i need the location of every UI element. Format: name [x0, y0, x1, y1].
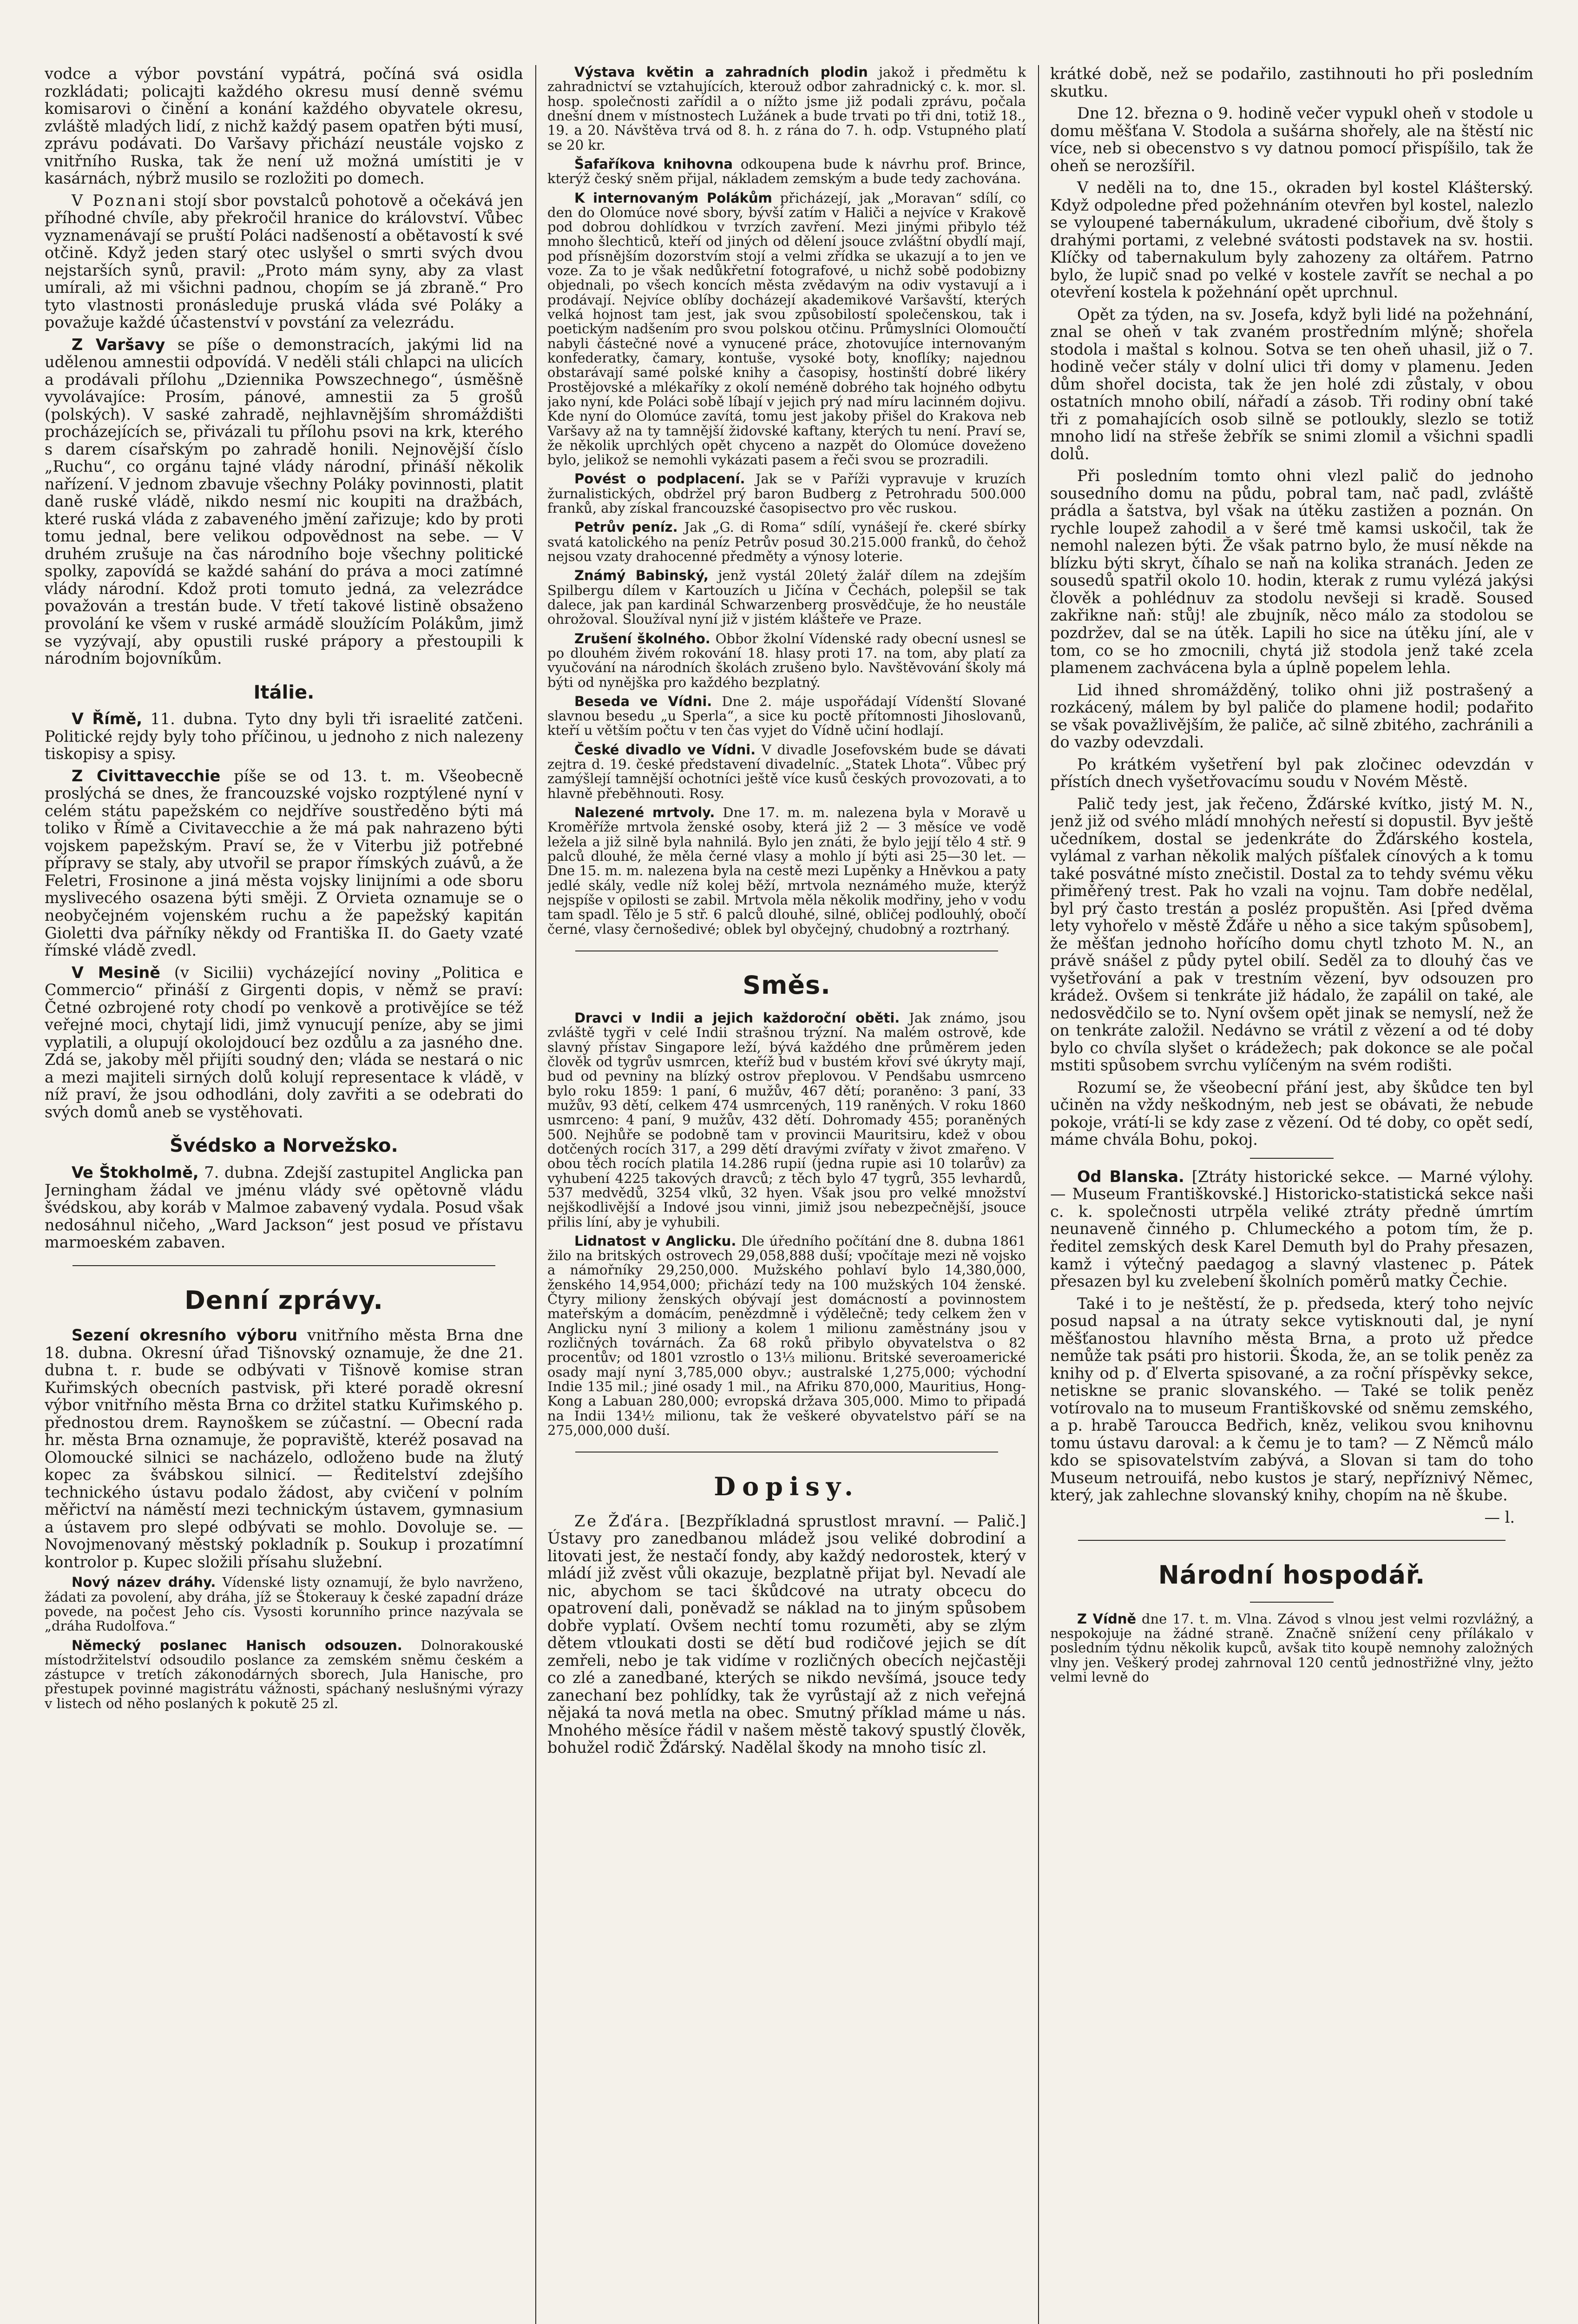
article-paragraph: Sezení okresního výboru vnitřního města Brna dne 18. dubna. Okresní úřad Tišnovský oznamuje, že dne 21. dubna t. r. bude se odbývati v Tišnově komise stran Kuřimských obecních pastvisk, při které poradě okresní výbor vnitřního města Brna co držitel statku Kuřimského p. přednostou drem. Raynoškem se zúčastní. — Obecní rada hr. města Brna oznamuje, že popraviště, kteréž posavad na Olomoucké silnici se nacházelo, odloženo bude na žlutý kopec za švábskou silnicí. — Ředitelství zdejšího technického ústavu podalo žádost, aby cvičení v polním měřictví na náměstí mezi technickým ústavem, gymnasium a ústavem pro slepé odbývati se mohlo. Dovoluje se. — Novojmenovaný městský pokladník p. Soukup i prozatímní kontrolor p. Kupec složili přísahu služební. — [45, 1326, 523, 1571]
article-paragraph: Zrušení školného. Obbor žkolní Vídenské rady obecní usnesl se po dlouhém živém rokování 18. hlasy proti 17. na tom, aby platí za vyučování na národních školách zrušeno bylo. Navštěvování školy má býti od nynějška pro každého bezplatný. — [547, 630, 1026, 690]
article-head: Od Blanska. — [1077, 1167, 1184, 1186]
article-paragraph: Opět za týden, na sv. Josefa, když byli lidé na požehnání, znal se oheň v tak zvaném prostředním mlýně; shořela stodola i maštal s kolnou. Sotva se ten oheň uhasil, již o 7. hodině večer stály v dolní ulici tři domy v plamenu. Jeden dům shořel docista, tak že jen holé zdi zůstaly, v obou ostatních mnoho obilí, nářadí a zásob. Tři rodiny obní také tři z pomahajících osob silně se potloukly, slezlo se totiž mnoho lidí na střeše žebřík se snimi zlomil a všichni spadli dolů. — [1050, 305, 1533, 463]
column-2 — [547, 65, 1026, 2324]
article-paragraph: Po krátkém vyšetření byl pak zločinec odevzdán v přístích dnech vyšetřovacímu soudu v Novém Městě. — [1050, 755, 1533, 791]
section-heading-narodni-hospodar: Národní hospodář. — [1158, 1560, 1426, 1590]
article-paragraph: Od Blanska. [Ztráty historické sekce. — Marné výlohy. — Museum Františkovské.] Historicko-statistická sekce naši c. k. společnosti utrpěla veliké ztráty předně úmrtím neunaveně činného p. Chlumeckého a potom tím, že p. ředitel zemských desk Karel Demuth byl do Prahy přesazen, kamž i výtečný paedagog a slavný vlastenec p. Pátek přesazen byl ku zvelebení školních poměrů matky Čechie. — [1050, 1167, 1533, 1291]
article-paragraph: Německý poslanec Hanisch odsouzen. Dolnorakouské místodržitelství odsoudilo poslance za zemském sněmu českém a zástupce v tretích zákonodárných sborech, Jula Hanische, pro přestupek povinné magistrátu vážnosti, spáchaný neslušnými výrazy v listech od něho poslaných k pokutě 25 zl. — [45, 1637, 523, 1711]
column-rule-1 — [535, 65, 536, 2324]
article-head: Zrušení školného. — [574, 630, 710, 647]
article-head: Dravci v Indii a jejich každoroční oběti. — [574, 1010, 900, 1026]
article-head: V Mesině — [72, 963, 160, 982]
article-paragraph: České divadlo ve Vídni. V divadle Josefovském bude se dávati zejtra d. 19. české představení divadelníc. „Statek Lhota“. Vůbec prý zamýšlejí tamnější ochotníci ještě více kusů českých provozovati, a to hlavně přeběhnouti. Rosy. — [547, 741, 1026, 801]
article-paragraph: Z Civittavecchie píše se od 13. t. m. Všeobecně proslýchá se dnes, že francouzské vojsko rozptýlené nyní v celém státu papežském co nejdříve soustředěno býti má toliko v Římě a Civitavecchie a že má pak nahrazeno býti vojskem papežským. Praví se, že v Viterbu již potřebné přípravy se staly, aby utvořil se prapor římských zuávů, a že Feletri, Frosinone a jiná města vojsky linijními a ode sboru myslivecého osazena býti směji. Z Orvieta oznamuje se o neobyčejném vojenském ruchu a že papežský kapitán Gioletti dva pářníky někdy od Františka II. do Gaety vzaté římské vládě zvedl. — [45, 766, 523, 960]
section-heading-denni-zpravy: Denní zprávy. — [184, 1285, 383, 1315]
article-paragraph: krátké době, než se podařilo, zastihnouti ho při posledním skutku. — [1050, 65, 1533, 100]
article-head: Z Civittavecchie — [72, 766, 221, 785]
article-paragraph: V Římě, 11. dubna. Tyto dny byli tři israelité zatčeni. Politické rejdy byly toho příčinou, u jednoho z nich nalezeny tiskopisy a spisy. — [45, 710, 523, 763]
newspaper-page — [45, 28, 1533, 2324]
article-paragraph: Známý Babinský, jenž vystál 20letý žalář dílem na zdejším Spilbergu dílem v Kartouzích u Jičína v Čechách, polepšil se tak dalece, jak pan kardinál Schwarzenberg prosvědčuje, že ho neustále ohrožoval. Sloužíval nyní již v jistém klášteře ve Praze. — [547, 568, 1026, 627]
article-paragraph: Dne 12. března o 9. hodině večer vypukl oheň v stodole u domu měšťana V. Stodola a sušárna shořely, ale na štěstí nic více, neb si obecenstvo s vy datnou pomocí přispíšilo, tak že oheň se nerozšířil. — [1050, 104, 1533, 175]
section-heading-smes: Směs. — [743, 970, 831, 1000]
article-head: Známý Babinský, — [574, 568, 709, 584]
article-paragraph: Lid ihned shromážděný, toliko ohni již postrašený a rozkácený, málem by byl paliče do plamene hodil; podařito se však považlivějším, že paliče, ač silně zbitého, zachránili a do vazby odevzdali. — [1050, 680, 1533, 752]
article-paragraph: Šafaříkova knihovna odkoupena bude k návrhu prof. Brince, kterýž český sněm přijal, nákladem zemským a bude tedy zachována. — [547, 156, 1026, 187]
article-head: Šafaříkova knihovna — [574, 156, 733, 172]
column-1 — [45, 65, 523, 2324]
article-head: Nalezené mrtvoly. — [574, 805, 715, 820]
article-head: V Poznani — [72, 191, 168, 210]
article-paragraph: Rozumí se, že všeobecní přání jest, aby škůdce ten byl učiněn na vždy neškodným, neb jest se obávati, že nebude pokoje, vrátí-li se kdy zase z vězení. Od té doby, co opět sedí, máme chvála Bohu, pokoj. — [1050, 1078, 1533, 1149]
article-paragraph: Ze Žďára. [Bezpříkladná sprustlost mravní. — Palič.] Ústavy pro zanedbanou mládež jsou veliké dobrodiní a litovati jest, že nestačí fondy, aby každý nedorostek, který v mládí již zvěst vůli okazuje, bezplatně přijat byl. Nevadí ale nic, abychom se taci škůdcové na utraty obcecu do opatrovení dali, poněvadž se náklad na to jiným spůsobem dobře vyplatí. Ovšem nechtí tomu rozuměti, aby se zlým dětem vtloukati dosti se dětí bud rodičové jejich se dít zemřeli, nebo je tak vidíme v rozličných obecích nejčastěji co zlé a zanedbané, kterých se nikdo nevšímá, jsouce tedy zanechaní bez pohlídky, tak že vyrůstají až z nich veřejná nějaká ta nová metla na obec. Smutný příklad máme u nás. Mnohého měsíce řádil v našem městě takový spustlý člověk, bohužel rodič Žďárský. Nadělal škody na mnoho tisíc zl. — [547, 1512, 1026, 1757]
article-head: Z Varšavy — [72, 335, 165, 354]
article-paragraph: V neděli na to, dne 15., okraden byl kostel Klášterský. Když odpoledne před požehnáním otevřen byl kostel, nalezlo se vyloupené tabernákulum, ukradené cibořium, dvě štoly s drahými portami, z velebné svátosti podstavek na sv. hostii. Klíčky od tabernakulum byly zahozeny za oltářem. Patrno bylo, že lupič snad po velké v kostele zavřít se nechal a po otevření kostela k požehnání opět uprchnul. — [1050, 178, 1533, 302]
article-head: Ze Žďára. — [574, 1512, 671, 1530]
article-head: Sezení okresního výboru — [72, 1326, 298, 1345]
article-paragraph: V Poznani stojí sbor povstalců pohotově a očekává jen příhodné chvíle, aby překročil hranice do království. Vůbec vyznamenávají se pruští Poláci nadšeností a obětavostí k své otčině. Když jeden starý otec uslyšel o smrti svých dvou nejstarších synů, pravil: „Proto mám syny, aby za vlast umírali, až mi všichni padnou, chopím se já zbraně.“ Pro tyto vlastnosti pronásleduje pruská vláda své Poláky a považuje každé účastenství v povstání za velezrádu. — [45, 191, 523, 332]
article-paragraph: Nalezené mrtvoly. Dne 17. m. m. nalezena byla v Moravě u Kroměříže mrtvola ženské osoby, která již 2 — 3 měsíce ve vodě ležela a již silně byla nahnilá. Bylo jen znáti, že bylo jejjí tělo 4 stř. 9 palců dlouhé, že měla černé vlasy a mohlo jí býti asi 25—30 let. — Dne 15. m. m. nalezena byla na cestě mezi Lupěnky a Hněvkou a paty jedlé skály, vedle níž kolej běží, mrtvola neznámého muže, kterýž nejspíše v opilosti se zabil. Mrtvola měla několik modřiny, jeho v vodu tam spadl. Tělo je 5 stř. 6 palců dlouhé, silné, obličej podlouhlý, obočí černé, vlasy černošedivé; oblek byl obyčejný, chudobný a roztrhaný. — [547, 805, 1026, 937]
article-head: Lidnatost v Anglicku. — [574, 1233, 736, 1249]
article-paragraph: Lidnatost v Anglicku. Dle úředního počítání dne 8. dubna 1861 žilo na britských ostrovech 29,058,888 duší; vpočítaje mezi ně vojsko a námořníky 29,250,000. Mužského pohlaví bylo 14,380,000, ženského 14,954,000; přichází tedy na 100 mužských 104 ženské. Čtyry miliony ženských obývají jest domácností a povinnostem mateřským a domácím, penězdmně i výdělečně; tedy celkem žen v Anglicku nyní 3 miliony a kolem 1 milionu zaměstnány jsou v rozličných továrnách. Za 68 roků přibylo obyvatelstva o 82 procentův; od 1801 vzrostlo o 13⅓ milionu. Britské severoamerické osady mají nyní 3,785,000 obyv.; australské 1,275,000; východní Indie 135 mil.; jiné osady 1 mil., na Afriku 870,000, Mauritius, Hong-Kong a Labuan 280,000; evropská država 305,000. Mimo to připadá na Indii 134½ milionu, tak že veškeré obyvatelstvo páří se na 275,000,000 duší. — [547, 1233, 1026, 1438]
article-head: České divadlo ve Vídni. — [574, 741, 756, 758]
article-paragraph: Výstava květin a zahradních plodin jakož i předmětu k zahradnictví se vztahujících, kterouž odbor zahradnický c. k. mor. sl. hosp. společnosti zařídil a o nížto jsme již podali zprávu, počala dnešní dnem v místnostech Lužánek a bude trvati po tři dni, totiž 18., 19. a 20. Návštěva trvá od 8. h. z rána do 7. h. odp. Vstupného platí se 20 kr. — [547, 65, 1026, 153]
article-head: Z Vídně — [1077, 1611, 1137, 1627]
article-paragraph: vodce a výbor povstání vypátrá, počíná svá osidla rozkládati; policajti každého okresu musí denně svému komisarovi o činění a konání každého obyvatele okresu, zvláště mladých lidí, z nichž každý pasem opatřen býti musí, zprávu podávati. Do Varšavy přichází neustále vojsko z vnitřního Ruska, tak že není už možná umístiti je v kasárnách, nýbrž musilo se rozložiti po domech. — [45, 65, 523, 188]
article-paragraph: Povést o podplacení. Jak se v Paříži vypravuje v kruzích žurnalistických, obdržel prý baron Budberg z Petrohradu 500.000 franků, aby získal francouzské časopisectvo pro věc ruskou. — [547, 471, 1026, 516]
section-heading-italie: Itálie. — [253, 681, 315, 703]
column-3 — [1050, 65, 1533, 2324]
column-rule-2 — [1038, 65, 1039, 2324]
article-head: K internovaným Polákům — [574, 190, 772, 206]
article-head: V Římě, — [72, 710, 143, 728]
section-separator — [1250, 1158, 1334, 1159]
article-paragraph: Nový název dráhy. Vídenské listy oznamují, že bylo navrženo, žádati za povolení, aby dráha, jíž se Štokerauy k české zapadní dráze povede, na počest Jeho cís. Vysosti korunního prince nazývala se „dráha Rudolfova.“ — [45, 1574, 523, 1634]
section-separator — [1078, 1540, 1506, 1541]
article-paragraph: V Mesině (v Sicilii) vycházející noviny „Politica e Commercio“ přináší z Girgenti dopis, v němž se praví: Četné ozbrojené roty chodí po venkově a protivějíce se též veřejné moci, chytají lidi, jimž vynucují peníze, aby se jimi vyplatili, a olupují okolojdoucí bez ozdůlu a za jasného dne. Zdá se, jakoby měl přijíti soudný den; vláda se nestará o nic a mezi majiteli sirných dolů kolují representace k vládě, v níž praví, že jsou odhodláni, doly zavřiti a se odebrati do svých domů aneb se vystěhovati. — [45, 963, 523, 1121]
article-paragraph: Palič tedy jest, jak řečeno, Žďárské kvítko, jistý M. N., jenž již od svého mládí mnohých neřestí si dopustil. Byv ještě učedníkem, dostal se jedenkráte do Žďárského kostela, vylámal z varhan několik malých píšťalek cínových a k tomu také posvátné místo znečistil. Dostal za to tehdy svému věku přiměřený trest. Pak ho vzali na vojnu. Tam dobře nedělal, byl prý často trestán a posléz propuštěn. Asi [před dvěma lety vyhořelo v městě Žďáře u něho a sice takým spůsobem], že měšťan jednoho hořícího domu chytl tzhoto M. N., an právě snášel z půdy pytel obilí. Seděl za to dlouhý čas ve vyšetřování a pak v trestním vězení, byv odsouzen pro krádež. Ovšem si tenkráte již hádalo, že zapálil on také, ale nedosvědčilo se to. Nyní ovšem opět jinak se nemyslí, než že on tenkráte založil. Nedávno se vrátil z vězení a od té doby bylo co chvíla slyšet o krádežech; pak dokonce se ale počal mstiti spůsobem svrchu vylíčeným na svém rodišti. — [1050, 794, 1533, 1075]
article-head: Ve Štokholmě, — [72, 1163, 199, 1182]
article-paragraph: Petrův peníz. Jak „G. di Roma“ sdílí, vynášejí ře. ckeré sbírky svatá katolického na peníz Petrův posud 30.215.000 franků, do čehož nejsou vzaty drahocenné předměty a výnosy loterie. — [547, 519, 1026, 564]
article-paragraph: K internovaným Polákům přicházejí, jak „Moravan“ sdílí, co den do Olomúce nové sbory, bývší zatím v Haliči a nejvíce v Krakově pod dobrou dohlídkou v tvrzích zavření. Mezi jinými přibylo též mnoho šlechticů, kteří od jiných od dělení jsouce zvláštní obydlí mají, pod přísnějším dozorstvím stojí a velmi zřídka se ukazují a to jen ve voze. Za to je však nedůkřetní fotografové, u nichž sobě podobizny objednali, po všech koncích města zvědavým na odiv vystavují a i prodávají. Nejvíce oblíby docházejí akademikové Varšavští, kterých velká hojnost tam jest, jak svou způsobilostí společenskou, tak i poetickým nadšením pro svou polskou otčinu. Průmyslníci Olomoučtí nabyli částečné nové a vynucené práce, zhotovujíce internovaným konfederatky, čamary, kontuše, vysoké boty, knoflíky; najednou obstarávají samé polské knihy a časopisy, hostinští dobré likéry Prostějovské a mlékaříky z okolí neméně dobrého tak hojného odbytu jako nyní, kde Poláci sobě líbají v jejich prý nad míru lacinném dojivu. Kde nyní do Olomúce zavítá, tomu jest jakoby přišel do Krakova neb Varšavy až na ty tamnější židovské kaftany, kterých tu není. Praví se, že několik uprchlých opět chyceno a nazpět do Olomúce doveženo bylo, jelikož se nemohli vykázati pasem a řeči svou se prozradili. — [547, 190, 1026, 468]
article-paragraph: Beseda ve Vídni. Dne 2. máje uspořádají Vídenští Slované slavnou besedu „u Sperla“, a sice ku poctě přítomnosti Jihoslovanů, kteří u větším počtu v ten čas vyjet do Vídně učiní hodlají. — [547, 693, 1026, 739]
signature: — l. — [1484, 1508, 1515, 1526]
article-paragraph: Při posledním tomto ohni vlezl palič do jednoho sousedního domu na půdu, pobral tam, nač padl, zvláště prádla a šatstva, byl však na útěku zastižen a poznán. On rychle loupež zahodil a v šeré tmě kamsi uskočil, tak že nemohl nalezen býti. Že však patrno bylo, že musí někde na blízku býti skryt, číhalo se naň na kolika stranách. Jeden ze sousedů spatřil okolo 10. hodin, kterak z rumu vylézá jakýsi člověk a pohlédnuv za stodolu nevšeji si kradě. Soused zakřikne naň: stůj! ale zbujník, něco málo za stodolou se pozdržev, dal se na útěk. Lapili ho sice na útěku jíní, ale v tom, co se ho zmocnili, chytá již stodola jenž také zcela plamenem zachvácena byla a úplně popelem lehla. — [1050, 467, 1533, 677]
article-paragraph: Také i to je neštěstí, že p. předseda, který toho nejvíc posud napsal a na útraty sekce vytisknouti dal, je nyní měšťanostou hlavního města Brna, a proto už předce nemůže tak psáti pro historii. Škoda, že, an se tolik peněz za knihy od p. ď Elverta spisované, a za roční příspěvky sekce, netiskne se pranic slovanského. — Také se tolik peněz votírovalo na to museum Františkovské od sněmu zemského, a p. hrabě Taroucca Bedřich, kněz, velikou svou knihovnu tomu ústavu daroval: a k čemu je to tam? — Z Němců málo kdo se spisovatelstvím zabývá, a Slovan si tam do toho Museum netrouifá, nebo kustos je starý, nepříznivý Němec, který, jak zahlechne slovanský knihy, chopím na ně škube. — [1050, 1294, 1533, 1505]
article-head: Výstava květin a zahradních plodin — [574, 65, 868, 80]
article-head: Nový název dráhy. — [72, 1574, 216, 1591]
section-separator — [1250, 1602, 1334, 1603]
article-head: Beseda ve Vídni. — [574, 693, 712, 709]
article-paragraph: Z Varšavy se píše o demonstracích, jakými lid na udělenou amnestii odpovídá. V neděli stáli chlapci na ulicích a prodávali přílohu „Dziennika Powszechnego“, úsměšně vyvolávajíce: Prosím, pánové, amnestii za 5 grošů (polských). V saské zahradě, nejhlavnějším shromáždišti procházejících se, přivázali tu přílohu psovi na krk, kterého s darem císařským po zahradě honili. Nejnovější číslo „Ruchu“, co orgánu tajné vlády národní, přináší několik nařízení. V jednom zbavuje všechny Poláky povinnosti, platit daně ruské vládě, nikdo nesmí nic koupiti na dražbách, které ruská vláda z zabaveného jmění zařizuje; kdo by proti tomu jednal, bere velikou odpovědnost na sebe. — V druhém zrušuje na čas národního boje všechny politické spolky, zapovídá se každé sahání do práva a moci zatímné vlády národní. Kdož proti tomuto jedná, za velezrádce považován a trestán bude. V třetí takové listině obsaženo provolání ke všem v ruské armádě sloužícím Polákům, jimž se vyzývají, aby opustili ruské prápory a přestoupili k národním bojovníkům. — [45, 335, 523, 668]
section-separator — [72, 1265, 495, 1266]
article-head: Petrův peníz. — [574, 519, 678, 535]
article-head: Povést o podplacení. — [574, 471, 745, 487]
section-heading-dopisy: Dopisy. — [714, 1472, 860, 1502]
article-paragraph: Ve Štokholmě, 7. dubna. Zdejší zastupitel Anglicka pan Jerningham žádal ve jménu vlády své opětovně vládu švédskou, aby koráb v Malmoe zabavený vydala. Posud však nedosáhnul ničeho, „Ward Jackson“ jest posud ve přístavu marmoeském zabaven. — [45, 1163, 523, 1252]
article-paragraph: Z Vídně dne 17. t. m. Vlna. Závod s vlnou jest velmi rozvlážný, a nespokojuje na žádné straně. Značně snížení ceny přílákalo v posledním týdnu několik kupců, avšak tito koupě nemnohy založných vlny jen. Veškerý prodej zahrnoval 120 centů jednostřižné vlny, ježto velmi levně do — [1050, 1611, 1533, 1685]
section-heading-svedsko: Švédsko a Norvežsko. — [170, 1135, 398, 1157]
article-head: Německý poslanec Hanisch odsouzen. — [72, 1637, 402, 1653]
article-paragraph: Dravci v Indii a jejich každoroční oběti. Jak známo, jsou zvláště tygři v celé Indii strašnou trýzní. Na malém ostrově, kde slavný přístav Singapore leží, bývá každého dne průměrem jeden člověk od tygrův usmrcen, kteříž bud v bustém křoví své úkryty mají, bud od pevniny na blízký ostrov přeplovou. V Pendšabu usmrceno bylo roku 1859: 1 paní, 6 mužův, 467 dětí; poraněno: 3 paní, 33 mužův, 93 dětí, celkem 474 usmrcených, 119 raněných. V roku 1860 usmrceno: 4 paní, 9 mužův, 432 dětí. Dohromady 455; poraněných 500. Nejhůře se podobně tam v provincii Mauritsiru, kdež v obou dotčených rocích 317, a 299 dětí dravými zvířaty v život zmařeno. V obou těch rocích platila 14.286 rupií (jedna rupie asi 10 tolarův) za vyhubení 4225 takových dravců; z těch bylo 47 tygrů, 355 levhardů, 537 medvědů, 3254 vlků, 32 hyen. Však jsou pro velké množství nejškodlivější a Indové jsou vinni, jimiž jsou nebezpečnější, jsouce přilis líní, aby je vyhubili. — [547, 1010, 1026, 1230]
